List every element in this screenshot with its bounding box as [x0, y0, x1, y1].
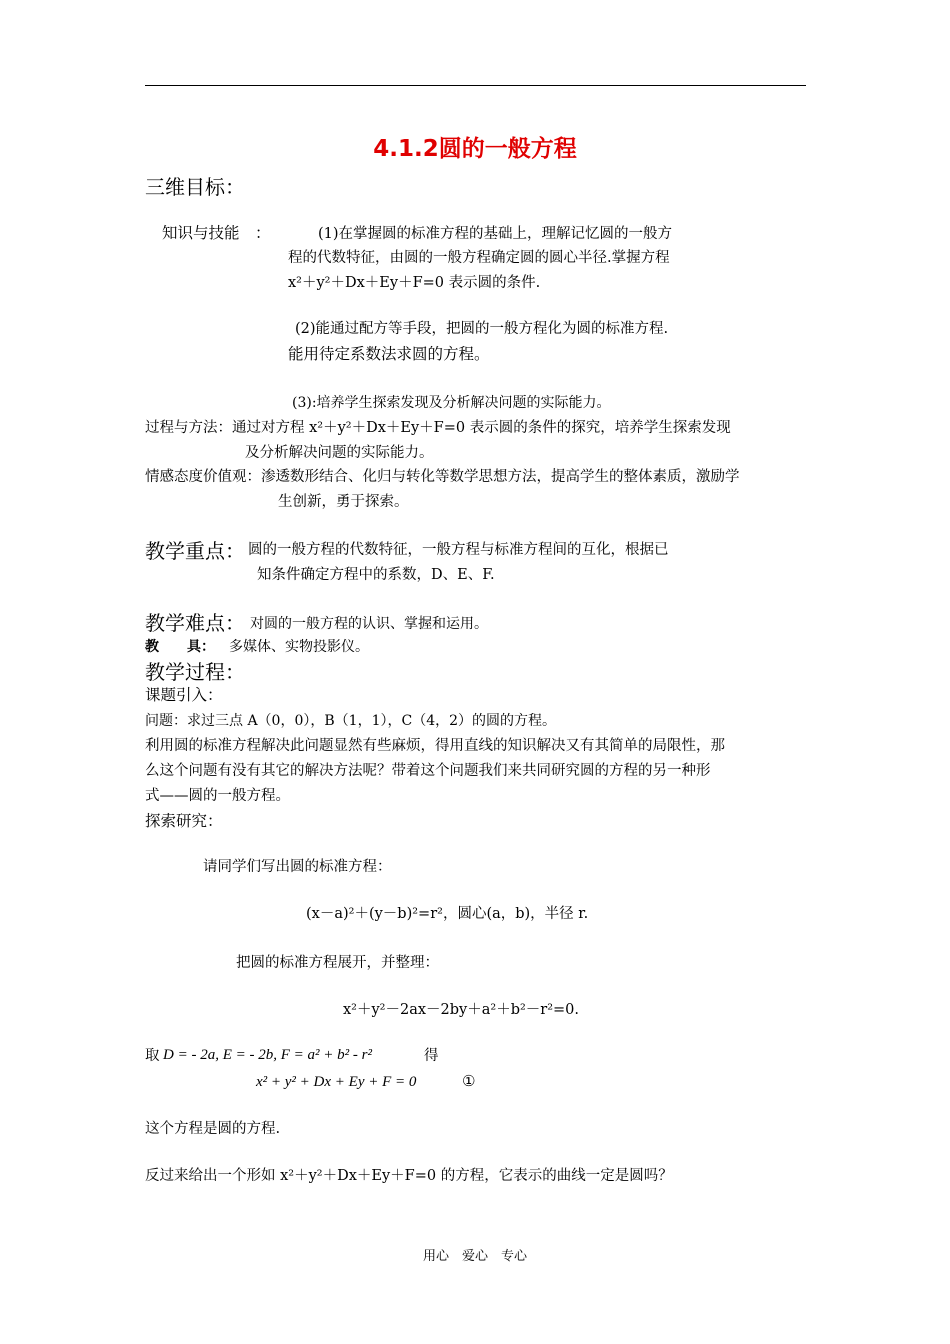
process-heading: 教学过程：: [145, 660, 245, 684]
emotion-line-1: 情感态度价值观：渗透数形结合、化归与转化等数学思想方法，提高学生的整体素质，激励学: [145, 469, 740, 485]
substitution-expression: D = - 2a, E = - 2b, F = a² + b² - r²: [163, 1047, 372, 1063]
intro-question: 问题：求过三点 A（0，0），B（1，1），C（4，2）的圆的方程。: [145, 713, 557, 729]
intro-heading: 课题引入：: [145, 686, 223, 704]
knowledge-item-1-line-3: x²＋y²＋Dx＋Ey＋F=0 表示圆的条件.: [288, 275, 541, 291]
knowledge-label: 知识与技能 ：: [162, 224, 271, 242]
general-equation: x² + y² + Dx + Ey + F = 0: [256, 1074, 417, 1090]
tools-text: 多媒体、实物投影仪。: [229, 639, 369, 655]
take-prefix: 取: [145, 1048, 160, 1064]
key-points-line-1: 圆的一般方程的代数特征，一般方程与标准方程间的互化，根据已: [248, 542, 669, 558]
intro-paragraph-line-1: 利用圆的标准方程解决此问题显然有些麻烦，得用直线的知识解决又有其简单的局限性，那: [145, 738, 725, 754]
expand-instruction: 把圆的标准方程展开，并整理：: [236, 955, 439, 971]
emotion-line-2: 生创新，勇于探索。: [278, 494, 409, 510]
ask-standard-equation: 请同学们写出圆的标准方程：: [203, 859, 392, 875]
difficulty-label: 教学难点：: [145, 611, 245, 635]
expanded-equation: x²＋y²－2ax－2by＋a²＋b²－r²=0.: [343, 1002, 580, 1018]
page-footer: 用心 爱心 专心: [422, 1249, 527, 1264]
knowledge-item-3: (3):培养学生探索发现及分析解决问题的实际能力。: [292, 395, 611, 411]
difficulty-text: 对圆的一般方程的认识、掌握和运用。: [250, 616, 488, 632]
standard-equation: (x－a)²＋(y－b)²=r²，圆心(a，b)，半径 r.: [306, 906, 589, 922]
intro-paragraph-line-3: 式——圆的一般方程。: [145, 788, 290, 804]
converse-question: 反过来给出一个形如 x²＋y²＋Dx＋Ey＋F=0 的方程，它表示的曲线一定是圆吗？: [145, 1168, 673, 1184]
take-suffix: 得: [424, 1048, 439, 1064]
process-method-line-1: 过程与方法：通过对方程 x²＋y²＋Dx＋Ey＋F=0 表示圆的条件的探究，培养学生探索发现: [145, 420, 731, 436]
equation-number-1: ①: [462, 1072, 476, 1090]
intro-paragraph-line-2: 么这个问题有没有其它的解决方法呢？带着这个问题我们来共同研究圆的方程的另一种形: [145, 763, 711, 779]
knowledge-item-2-line-1: (2)能通过配方等手段，把圆的一般方程化为圆的标准方程.: [295, 321, 669, 337]
header-rule: [145, 85, 806, 86]
knowledge-item-1-line-2: 程的代数特征，由圆的一般方程确定圆的圆心半径.掌握方程: [288, 250, 670, 266]
explore-heading: 探索研究：: [145, 812, 223, 830]
knowledge-item-1-line-1: (1)在掌握圆的标准方程的基础上，理解记忆圆的一般方: [318, 226, 673, 242]
key-points-label: 教学重点：: [145, 539, 245, 563]
objectives-heading: 三维目标：: [145, 175, 245, 199]
process-method-line-2: 及分析解决问题的实际能力。: [245, 445, 434, 461]
is-circle-statement: 这个方程是圆的方程.: [145, 1121, 281, 1137]
tools-label: 教 具：: [145, 639, 215, 655]
knowledge-item-2-line-2: 能用待定系数法求圆的方程。: [288, 345, 490, 363]
page-title: 4.1.2圆的一般方程: [373, 136, 577, 162]
key-points-line-2: 知条件确定方程中的系数，D、E、F.: [257, 567, 495, 583]
